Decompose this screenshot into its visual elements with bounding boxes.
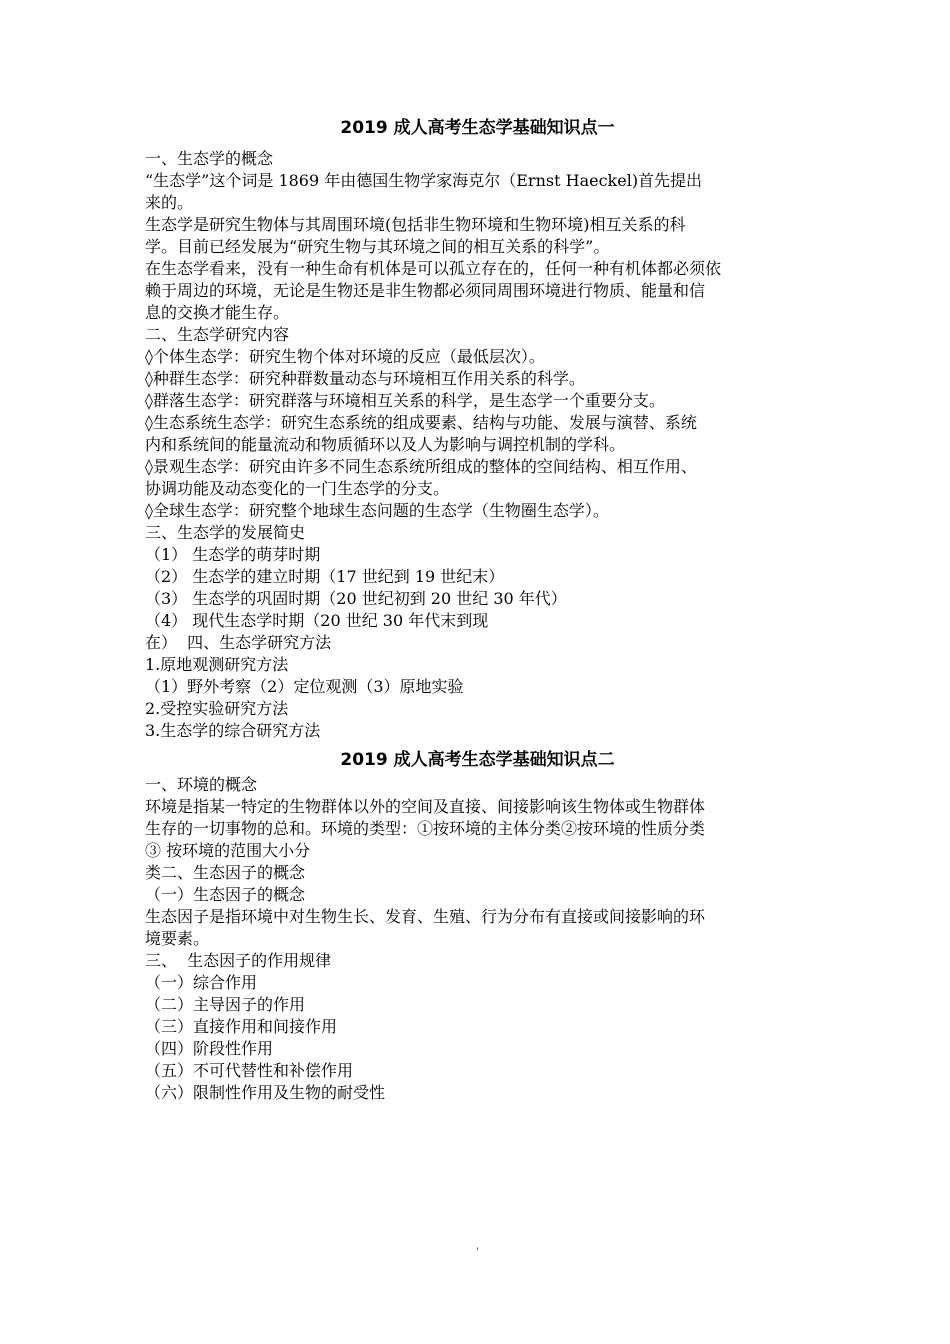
section2-line: 环境是指某一特定的生物群体以外的空间及直接、间接影响该生物体或生物群体 [145,797,706,816]
section1-line: 生态学是研究生物体与其周围环境(包括非生物环境和生物环境)相互关系的科 [145,215,686,234]
section1-line: 二、生态学研究内容 [145,325,290,344]
section2-line: （五）不可代替性和补偿作用 [145,1061,354,1080]
section2-line: （四）阶段性作用 [145,1039,274,1058]
section1-line: 3.生态学的综合研究方法 [145,721,321,740]
section1-line: （1）野外考察（2）定位观测（3）原地实验 [145,677,464,696]
section2-line: 生存的一切事物的总和。环境的类型：①按环境的主体分类②按环境的性质分类 [145,819,706,838]
section1-line: 2.受控实验研究方法 [145,699,289,718]
section1-line: 内和系统间的能量流动和物质循环以及人为影响与调控机制的学科。 [145,435,626,454]
section1-line: 一、生态学的概念 [145,149,274,168]
section1-line: 协调功能及动态变化的一门生态学的分支。 [145,479,450,498]
page-footer-mark: ' [476,1247,479,1258]
section1-line: ◊全球生态学：研究整个地球生态问题的生态学（生物圈生态学）。 [145,501,609,520]
section1-body [145,148,810,742]
section2-line: （一）综合作用 [145,973,258,992]
section1-line: ◊生态系统生态学：研究生态系统的组成要素、结构与功能、发展与演替、系统 [145,413,697,432]
section2-title: 2019 成人高考生态学基础知识点二 [340,750,615,770]
section2-line: 三、 生态因子的作用规律 [145,951,332,970]
section2-line: （二）主导因子的作用 [145,995,306,1014]
section1-line: ◊群落生态学：研究群落与环境相互关系的科学，是生态学一个重要分支。 [145,391,665,410]
section1-line: （3） 生态学的巩固时期（20 世纪初到 20 世纪 30 年代） [145,589,567,608]
section2-line: （一）生态因子的概念 [145,885,306,904]
section1-line: ◊景观生态学：研究由许多不同生态系统所组成的整体的空间结构、相互作用、 [145,457,697,476]
section2-line: 生态因子是指环境中对生物生长、发育、生殖、行为分布有直接或间接影响的环 [145,907,706,926]
section1-line: 学。目前已经发展为“研究生物与其环境之间的相互关系的科学”。 [145,237,610,256]
section1-line: 1.原地观测研究方法 [145,655,289,674]
section1-title: 2019 成人高考生态学基础知识点一 [340,118,615,138]
section2-line: ③ 按环境的范围大小分 [145,841,311,860]
document-page [145,116,810,1104]
section1-line: ◊个体生态学：研究生物个体对环境的反应（最低层次）。 [145,347,545,366]
section1-line: 来的。 [145,193,194,212]
section2-line: 类二、生态因子的概念 [145,863,306,882]
section1-line: 赖于周边的环境，无论是生物还是非生物都必须同周围环境进行物质、能量和信 [145,281,706,300]
section1-line: 在） 四、生态学研究方法 [145,633,332,652]
section1-line: 三、生态学的发展简史 [145,523,306,542]
section1-line: “生态学”这个词是 1869 年由德国生物学家海克尔（Ernst Haeckel)首先提出 [145,171,703,190]
section2-line: 境要素。 [145,929,210,948]
section1-line: （4） 现代生态学时期（20 世纪 30 年代末到现 [145,611,489,630]
section1-line: （2） 生态学的建立时期（17 世纪到 19 世纪末） [145,567,505,586]
section1-line: ◊种群生态学：研究种群数量动态与环境相互作用关系的科学。 [145,369,585,388]
section1-line: 息的交换才能生存。 [145,303,290,322]
section2-line: （六）限制性作用及生物的耐受性 [145,1083,386,1102]
section2-body [145,774,810,1104]
section2-line: 一、环境的概念 [145,775,258,794]
section2-line: （三）直接作用和间接作用 [145,1017,338,1036]
section1-line: （1） 生态学的萌芽时期 [145,545,321,564]
section1-line: 在生态学看来，没有一种生命有机体是可以孤立存在的，任何一种有机体都必须依 [145,259,722,278]
